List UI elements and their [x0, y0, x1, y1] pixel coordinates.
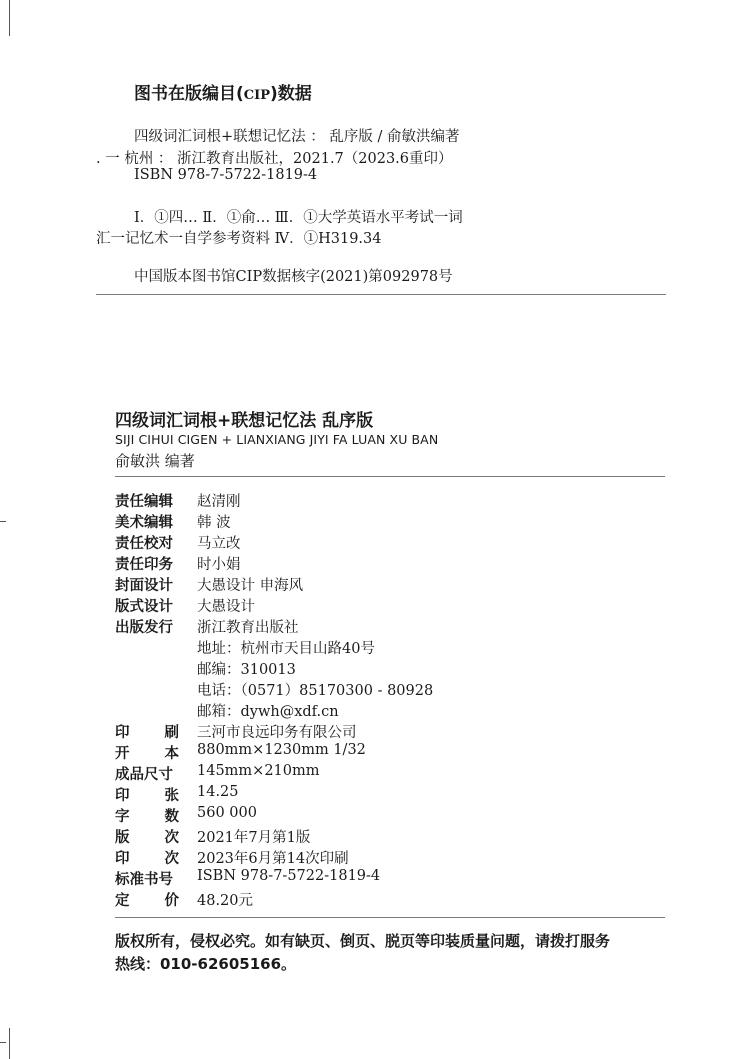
- spec-label-char: 印: [115, 725, 130, 741]
- cip-line-isbn: ISBN 978-7-5722-1819-4: [134, 167, 318, 183]
- book-author: 俞敏洪 编著: [115, 452, 195, 470]
- cip-heading: [134, 79, 312, 104]
- spec-value: 三河市良远印务有限公司: [197, 725, 357, 741]
- crop-mark-left-horizontal: [0, 521, 6, 522]
- credit-label: 责任编辑: [115, 494, 173, 510]
- spec-label-char: 定: [115, 893, 130, 909]
- spec-value: 880mm×1230mm 1/32: [197, 742, 366, 758]
- cip-heading-tag: CIP: [243, 88, 270, 103]
- spec-label: [115, 742, 179, 763]
- spec-label-char: 价: [164, 893, 179, 909]
- credit-value: 时小娟: [197, 557, 241, 573]
- cip-line-classification-1: Ⅰ．①四… Ⅱ．①俞… Ⅲ．①大学英语水平考试一词: [134, 210, 463, 226]
- cip-line-classification-2: 汇一记忆术一自学参考资料 Ⅳ．①H319.34: [96, 231, 382, 247]
- spec-label-char: 版: [115, 830, 130, 846]
- spec-label-char: 次: [164, 851, 179, 867]
- spec-label-char: 张: [164, 788, 179, 804]
- credit-value: 韩 波: [197, 515, 231, 531]
- crop-mark-bottom-vertical: [9, 1028, 10, 1059]
- spec-value: 2021年7月第1版: [197, 830, 311, 846]
- credit-value: 大愚设计: [197, 599, 255, 615]
- credit-label: 版式设计: [115, 599, 173, 615]
- cip-line-record-number: 中国版本图书馆CIP数据核字(2021)第092978号: [134, 269, 453, 285]
- spec-value: ISBN 978-7-5722-1819-4: [197, 868, 381, 884]
- spec-value: 2023年6月第14次印刷: [197, 851, 349, 867]
- crop-mark-bottom-horizontal: [0, 1042, 6, 1043]
- credit-label: 出版发行: [115, 620, 173, 636]
- spec-value: 48.20元: [197, 893, 254, 909]
- specs-divider: [115, 917, 665, 918]
- crop-mark-top-vertical: [9, 0, 10, 36]
- credit-value: 大愚设计 申海风: [197, 578, 304, 594]
- copyright-notice-line-2: 热线：010-62605166。: [115, 955, 297, 973]
- spec-label-char: 印: [115, 851, 130, 867]
- cip-divider: [96, 294, 666, 295]
- spec-label-char: 刷: [164, 725, 179, 741]
- spec-label: 成品尺寸: [115, 767, 173, 783]
- spec-label: [115, 721, 179, 742]
- spec-label: [115, 889, 179, 910]
- credit-label: 封面设计: [115, 578, 173, 594]
- spec-label: [115, 826, 179, 847]
- spec-label-char: 次: [164, 830, 179, 846]
- title-divider: [115, 476, 665, 477]
- spec-value: 145mm×210mm: [197, 763, 320, 779]
- cip-line-publisher: . 一 杭州 ： 浙江教育出版社，2021.7（2023.6重印）: [96, 151, 453, 167]
- spec-label: [115, 847, 179, 868]
- publisher-phone: 电话：（0571）85170300 - 80928: [197, 683, 434, 699]
- credit-label: 美术编辑: [115, 515, 173, 531]
- cip-line-title: 四级词汇词根+联想记忆法 ： 乱序版 / 俞敏洪编著: [134, 129, 460, 145]
- spec-label-char: 开: [115, 746, 130, 762]
- book-title-pinyin: SIJI CIHUI CIGEN + LIANXIANG JIYI FA LUAN XU BAN: [115, 432, 439, 447]
- spec-label: [115, 805, 179, 826]
- credit-value: 马立改: [197, 536, 241, 552]
- spec-label-char: 字: [115, 809, 130, 825]
- spec-label-char: 本: [164, 746, 179, 762]
- cip-heading-suffix: )数据: [269, 84, 312, 104]
- spec-label-char: 数: [164, 809, 179, 825]
- credit-label: 责任印务: [115, 557, 173, 573]
- spec-label-char: 印: [115, 788, 130, 804]
- credit-label: 责任校对: [115, 536, 173, 552]
- spec-label: [115, 784, 179, 805]
- book-title: 四级词汇词根+联想记忆法 乱序版: [115, 411, 374, 431]
- spec-label: 标准书号: [115, 872, 173, 888]
- publisher-email: 邮箱：dywh@xdf.cn: [197, 704, 339, 720]
- spec-value: 14.25: [197, 784, 239, 800]
- publisher-postcode: 邮编：310013: [197, 662, 296, 678]
- copyright-notice-line-1: 版权所有，侵权必究。如有缺页、倒页、脱页等印装质量问题，请拨打服务: [115, 932, 611, 950]
- credit-value: 赵清刚: [197, 494, 241, 510]
- spec-value: 560 000: [197, 805, 257, 821]
- publisher-address: 地址：杭州市天目山路40号: [197, 641, 375, 657]
- cip-heading-prefix: 图书在版编目(: [134, 84, 244, 104]
- credit-value: 浙江教育出版社: [197, 620, 299, 636]
